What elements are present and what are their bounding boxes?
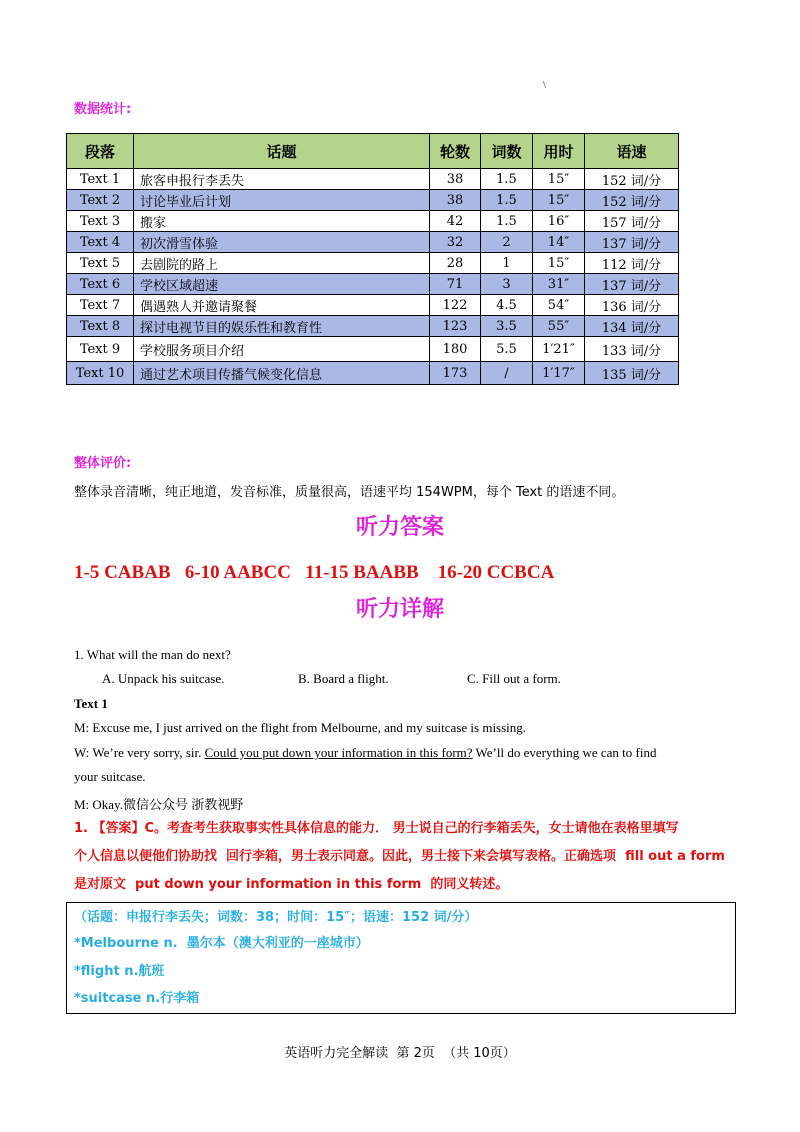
cell-topic: 学校区域超速 (134, 274, 430, 295)
cell-text-id: Text 7 (67, 295, 134, 316)
cell-words: 4.5 (481, 295, 533, 316)
cell-speed: 133 词/分 (585, 337, 679, 362)
analysis-line-2: 个人信息以便他们协助找 回行李箱，男士表示同意。因此，男士接下来会填写表格。正确选项 fill out a form (74, 849, 725, 864)
cell-topic: 学校服务项目介绍 (134, 337, 430, 362)
table-row (67, 274, 679, 295)
cell-turns: 122 (430, 295, 481, 316)
transcript-label: Text 1 (74, 696, 108, 711)
transcript-line-m2: M: Okay.微信公众号 浙教视野 (74, 797, 244, 812)
cell-time: 31″ (533, 274, 585, 295)
cell-words: 3.5 (481, 316, 533, 337)
header-cell: 词数 (481, 134, 533, 169)
vocab-summary: （话题：申报行李丢失；词数：38；时间：15″；语速：152 词/分） (74, 910, 478, 925)
cell-topic: 通过艺术项目传播气候变化信息 (134, 362, 430, 385)
stats-header-row (67, 134, 679, 169)
table-row (67, 190, 679, 211)
cell-speed: 112 词/分 (585, 253, 679, 274)
table-row (67, 362, 679, 385)
cell-speed: 136 词/分 (585, 295, 679, 316)
eval-text: 整体录音清晰，纯正地道，发音标准，质量很高，语速平均 154WPM，每个 Text 的语速不同。 (74, 485, 625, 500)
stray-mark: \ (543, 80, 546, 91)
option-a: A. Unpack his suitcase. (102, 671, 225, 686)
cell-words: 1 (481, 253, 533, 274)
transcript-w1-suffix: We’ll do everything we can to find (472, 745, 657, 760)
transcript-key-sentence: Could you put down your information in this form? (204, 745, 473, 760)
analysis-line-3: 是对原文 put down your information in this form 的同义转述。 (74, 877, 509, 892)
header-cell: 话题 (134, 134, 430, 169)
cell-turns: 38 (430, 190, 481, 211)
vocab-item: *Melbourne n. 墨尔本（澳大利亚的一座城市） (74, 936, 369, 951)
cell-turns: 38 (430, 169, 481, 190)
stats-table (66, 133, 679, 385)
cell-speed: 137 词/分 (585, 232, 679, 253)
header-cell: 用时 (533, 134, 585, 169)
transcript-w1-prefix: W: We’re very sorry, sir. (74, 745, 205, 760)
analysis-line-1: 1. 【答案】C。考查考生获取事实性具体信息的能力． 男士说自己的行李箱丢失，女士请他在表格里填写 (74, 821, 679, 836)
cell-time: 16″ (533, 211, 585, 232)
option-c: C. Fill out a form. (467, 671, 561, 686)
question-text: 1. What will the man do next? (74, 647, 231, 662)
cell-time: 54″ (533, 295, 585, 316)
cell-turns: 123 (430, 316, 481, 337)
table-row (67, 169, 679, 190)
cell-turns: 42 (430, 211, 481, 232)
cell-time: 15″ (533, 169, 585, 190)
cell-time: 14″ (533, 232, 585, 253)
cell-text-id: Text 6 (67, 274, 134, 295)
cell-time: 55″ (533, 316, 585, 337)
answer-key: 1-5 CABAB 6-10 AABCC 11-15 BAABB 16-20 CCBCA (74, 562, 555, 583)
table-row (67, 232, 679, 253)
cell-time: 1′17″ (533, 362, 585, 385)
table-row (67, 337, 679, 362)
transcript-line-w1 (74, 745, 656, 761)
eval-heading: 整体评价: (74, 456, 132, 471)
page-footer: 英语听力完全解读 第 2页 （共 10页） (284, 1046, 516, 1061)
cell-text-id: Text 9 (67, 337, 134, 362)
transcript-line-w1-cont: your suitcase. (74, 769, 146, 784)
cell-topic: 初次滑雪体验 (134, 232, 430, 253)
cell-topic: 去剧院的路上 (134, 253, 430, 274)
cell-words: 1.5 (481, 169, 533, 190)
cell-speed: 157 词/分 (585, 211, 679, 232)
table-row (67, 295, 679, 316)
cell-text-id: Text 5 (67, 253, 134, 274)
cell-topic: 探讨电视节目的娱乐性和教育性 (134, 316, 430, 337)
transcript-line-m1: M: Excuse me, I just arrived on the flight from Melbourne, and my suitcase is missing. (74, 720, 527, 735)
cell-speed: 152 词/分 (585, 190, 679, 211)
cell-turns: 71 (430, 274, 481, 295)
cell-text-id: Text 1 (67, 169, 134, 190)
table-row (67, 316, 679, 337)
cell-text-id: Text 4 (67, 232, 134, 253)
cell-speed: 137 词/分 (585, 274, 679, 295)
cell-words: 3 (481, 274, 533, 295)
cell-words: 2 (481, 232, 533, 253)
cell-words: 1.5 (481, 211, 533, 232)
cell-turns: 173 (430, 362, 481, 385)
cell-topic: 旅客申报行李丢失 (134, 169, 430, 190)
table-row (67, 253, 679, 274)
cell-time: 1′21″ (533, 337, 585, 362)
cell-topic: 讨论毕业后计划 (134, 190, 430, 211)
cell-text-id: Text 8 (67, 316, 134, 337)
cell-text-id: Text 10 (67, 362, 134, 385)
header-cell: 段落 (67, 134, 134, 169)
vocab-item: *suitcase n.行李箱 (74, 991, 200, 1006)
option-b: B. Board a flight. (298, 671, 389, 686)
vocab-item: *flight n.航班 (74, 964, 165, 979)
cell-topic: 偶遇熟人并邀请聚餐 (134, 295, 430, 316)
cell-words: 5.5 (481, 337, 533, 362)
header-cell: 语速 (585, 134, 679, 169)
cell-speed: 152 词/分 (585, 169, 679, 190)
cell-speed: 135 词/分 (585, 362, 679, 385)
cell-text-id: Text 3 (67, 211, 134, 232)
cell-turns: 32 (430, 232, 481, 253)
stats-heading: 数据统计: (74, 102, 132, 117)
cell-time: 15″ (533, 190, 585, 211)
cell-topic: 搬家 (134, 211, 430, 232)
cell-time: 15″ (533, 253, 585, 274)
header-cell: 轮数 (430, 134, 481, 169)
cell-turns: 28 (430, 253, 481, 274)
cell-words: 1.5 (481, 190, 533, 211)
cell-text-id: Text 2 (67, 190, 134, 211)
detail-title: 听力详解 (355, 597, 444, 622)
cell-speed: 134 词/分 (585, 316, 679, 337)
cell-turns: 180 (430, 337, 481, 362)
table-row (67, 211, 679, 232)
cell-words: / (481, 362, 533, 385)
answers-title: 听力答案 (355, 515, 444, 540)
